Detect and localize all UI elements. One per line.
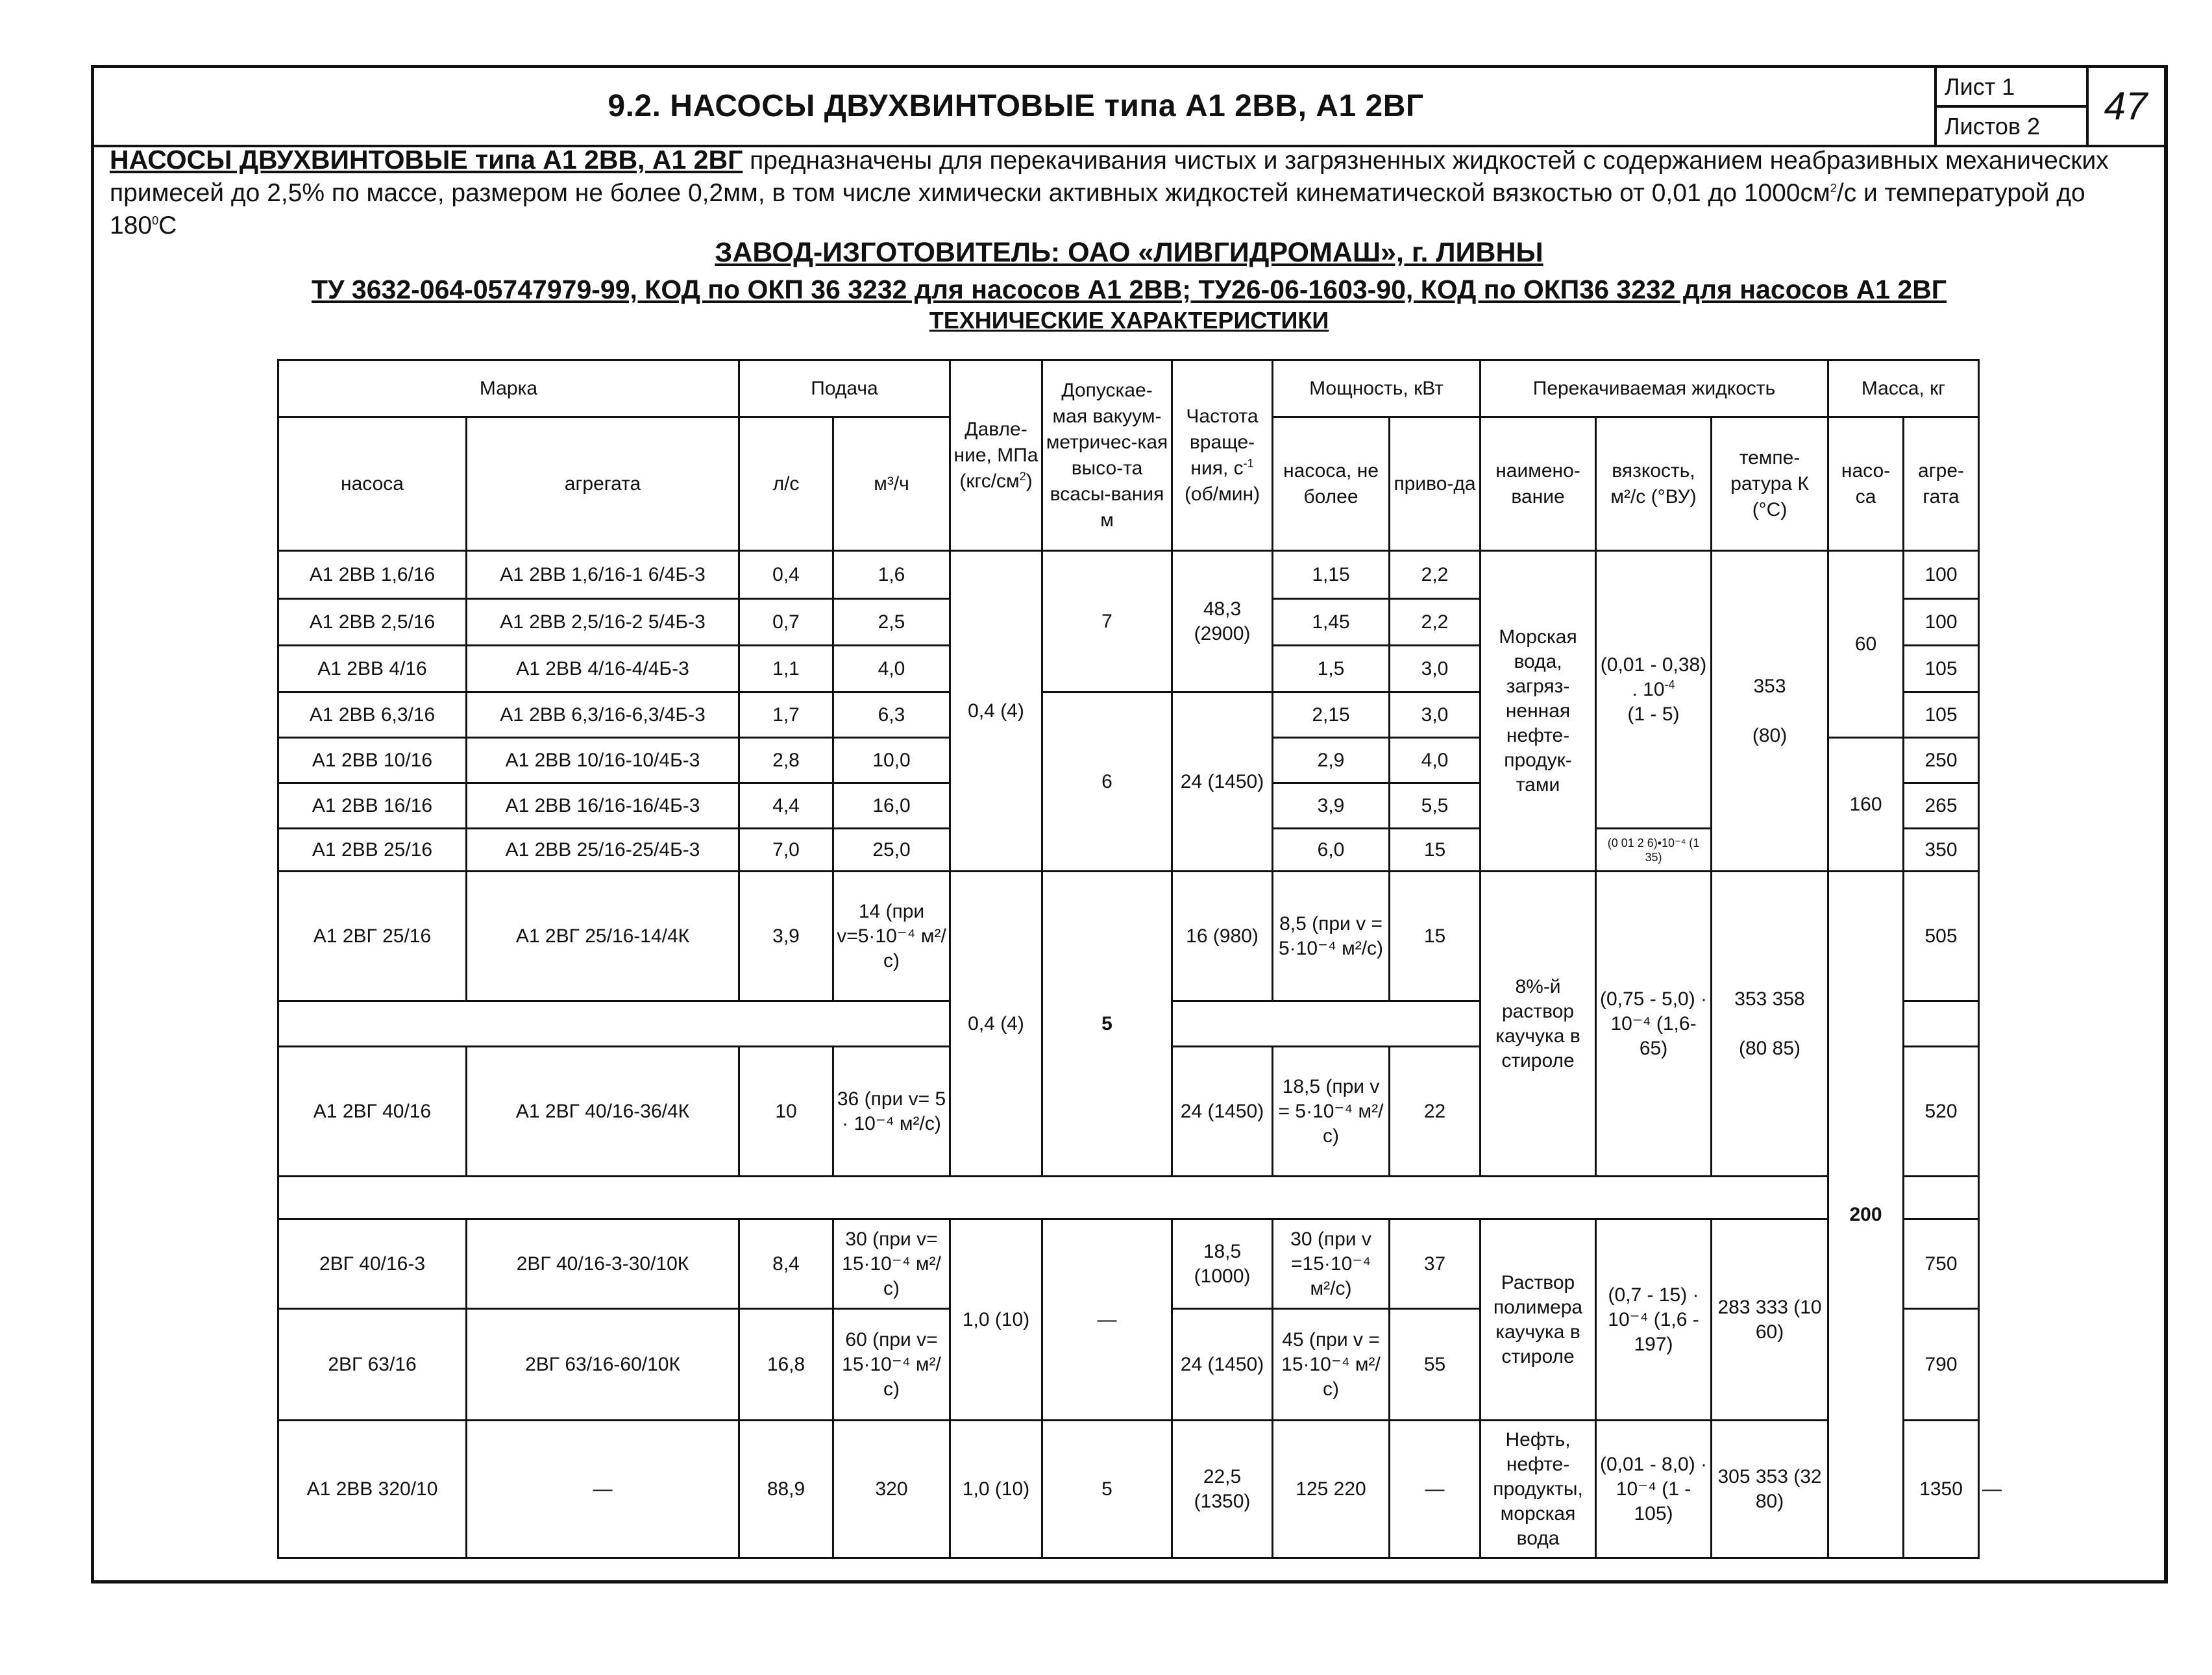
temperature-c: (80 85) (1738, 1037, 1801, 1059)
temperature-k: 353 (1753, 675, 1786, 697)
flow-ls-cell: 0,7 (739, 599, 833, 646)
speed-cell: 24 (1450) (1172, 692, 1273, 872)
temperature-cell: 283 333 (10 60) (1712, 1219, 1828, 1421)
mass-unit-cell: 100 (1904, 551, 1979, 599)
liquid-name-cell: 8%-й раствор каучука в стироле (1481, 872, 1596, 1177)
pump-cell: А1 2ВГ 25/16 (278, 872, 467, 1001)
power-pump-cell: 18,5 (при v = 5·10⁻⁴ м²/с) (1273, 1047, 1390, 1177)
pump-cell: А1 2ВВ 16/16 (278, 783, 467, 829)
flow-ls-cell: 1,1 (739, 646, 833, 692)
flow-m3-cell: 6,3 (833, 692, 950, 738)
power-pump-cell: 6,0 (1273, 829, 1390, 872)
pump-cell: А1 2ВВ 1,6/16 (278, 551, 467, 599)
spec-line: ТУ 3632-064-05747979-99, КОД по ОКП 36 3232 для насосов А1 2ВВ; ТУ26-06-1603-90, КОД по ОКП36 3232 для насосов А1 2ВГ (311, 275, 1947, 304)
unit-cell: А1 2ВВ 4/16-4/4Б-3 (467, 646, 739, 692)
viscosity-vu: (1 - 5) (1627, 703, 1680, 725)
unit-cell: А1 2ВВ 1,6/16-1 6/4Б-3 (467, 551, 739, 599)
flow-ls-cell: 0,4 (739, 551, 833, 599)
speed-cell: 24 (1450) (1172, 1047, 1273, 1177)
flow-m3-cell: 1,6 (833, 551, 950, 599)
power-pump-cell: 125 220 (1273, 1421, 1390, 1558)
header-speed-sup: -1 (1243, 456, 1254, 470)
header-row-1 (278, 360, 1979, 417)
power-drive-cell: 2,2 (1390, 551, 1481, 599)
vacuum-cell: 7 (1042, 551, 1172, 692)
viscosity-cell: (0,75 - 5,0) · 10⁻⁴ (1,6-65) (1596, 872, 1712, 1177)
intro-lead: НАСОСЫ ДВУХВИНТОВЫЕ типа А1 2ВВ, А1 2ВГ (110, 145, 743, 175)
pump-cell: А1 2ВВ 6,3/16 (278, 692, 467, 738)
speed-cell: 18,5 (1000) (1172, 1219, 1273, 1309)
mass-pump-cell: 200 (1828, 872, 1904, 1558)
header-viscosity: вязкость, м²/с (°ВУ) (1596, 417, 1712, 551)
sheets-count-label: Листов 2 (1945, 113, 2040, 140)
page-title: 9.2. НАСОСЫ ДВУХВИНТОВЫЕ типа А1 2ВВ, А1 2ВГ (608, 89, 1424, 123)
unit-cell: А1 2ВВ 25/16-25/4Б-3 (467, 829, 739, 872)
unit-cell: А1 2ВГ 25/16-14/4К (467, 872, 739, 1001)
mass-unit-cell: 750 (1904, 1219, 1979, 1309)
spacer-cell (1904, 1177, 1979, 1219)
vacuum-cell: 5 (1042, 872, 1172, 1177)
temperature-k: 353 358 (1734, 988, 1805, 1010)
manufacturer-line: ЗАВОД-ИЗГОТОВИТЕЛЬ: ОАО «ЛИВГИДРОМАШ», г. ЛИВНЫ (715, 237, 1543, 268)
liquid-name-cell: Морская вода, загряз-ненная нефте-продук-тами (1481, 551, 1596, 872)
viscosity-cell: (0,7 - 15) · 10⁻⁴ (1,6 - 197) (1596, 1219, 1712, 1421)
table-spacer-row (278, 1177, 1979, 1219)
flow-ls-cell: 10 (739, 1047, 833, 1177)
speed-cell: 22,5 (1350) (1172, 1421, 1273, 1558)
unit-cell: — (467, 1421, 739, 1558)
sheet-label: Лист 1 (1937, 68, 2086, 108)
header-podacha: Подача (739, 360, 950, 417)
mass-pump-cell: 60 (1828, 551, 1904, 738)
header-speed (1172, 360, 1273, 551)
intro-paragraph (110, 143, 2154, 242)
header-power-pump: насоса, не более (1273, 417, 1390, 551)
flow-ls-cell: 4,4 (739, 783, 833, 829)
speed-cell: 24 (1450) (1172, 1309, 1273, 1421)
flow-m3-cell: 14 (при v=5·10⁻⁴ м²/с) (833, 872, 950, 1001)
flow-ls-cell: 3,9 (739, 872, 833, 1001)
spacer-cell (1904, 1001, 1979, 1047)
vacuum-cell: — (1042, 1219, 1172, 1421)
header-pressure (950, 360, 1042, 551)
flow-m3-cell: 36 (при v= 5 · 10⁻⁴ м²/с) (833, 1047, 950, 1177)
spacer-cell (1172, 1001, 1481, 1047)
pump-cell: А1 2ВВ 320/10 (278, 1421, 467, 1558)
power-drive-cell: 55 (1390, 1309, 1481, 1421)
sheet-info-box (1934, 68, 2089, 145)
intro-text-b: /с и температурой до 180 (110, 179, 2085, 239)
mass-unit-cell: 520 (1904, 1047, 1979, 1177)
viscosity-cell (1596, 551, 1712, 829)
pressure-cell: 0,4 (4) (950, 551, 1042, 872)
handwritten-page-number: 47 (2104, 84, 2148, 128)
specifications-table (277, 359, 2002, 1559)
power-pump-cell: 2,9 (1273, 738, 1390, 783)
viscosity-cell: (0,01 - 8,0) · 10⁻⁴ (1 - 105) (1596, 1421, 1712, 1558)
power-pump-cell: 8,5 (при v = 5·10⁻⁴ м²/с) (1273, 872, 1390, 1001)
mass-unit-cell: 350 (1904, 829, 1979, 872)
liquid-name-cell: Раствор полимера каучука в стироле (1481, 1219, 1596, 1421)
header-pump: насоса (278, 417, 467, 551)
temperature-cell (1712, 551, 1828, 872)
pump-cell: А1 2ВВ 4/16 (278, 646, 467, 692)
power-drive-cell: 3,0 (1390, 692, 1481, 738)
flow-m3-cell: 60 (при v= 15·10⁻⁴ м²/с) (833, 1309, 950, 1421)
viscosity-value: (0,01 - 0,38) . 10 (1600, 654, 1707, 700)
spacer-cell (278, 1177, 1828, 1219)
header-temperature: темпе-ратура К (°С) (1712, 417, 1828, 551)
flow-m3-cell: 4,0 (833, 646, 950, 692)
power-drive-cell: 3,0 (1390, 646, 1481, 692)
unit-cell: А1 2ВВ 6,3/16-6,3/4Б-3 (467, 692, 739, 738)
temperature-cell (1712, 872, 1828, 1177)
speed-cell: 48,3 (2900) (1172, 551, 1273, 692)
pump-cell: А1 2ВВ 25/16 (278, 829, 467, 872)
temperature-cell: 305 353 (32 80) (1712, 1421, 1828, 1558)
power-pump-cell: 2,15 (1273, 692, 1390, 738)
flow-ls-cell: 7,0 (739, 829, 833, 872)
header-liquid: Перекачиваемая жидкость (1481, 360, 1828, 417)
flow-m3-cell: 30 (при v= 15·10⁻⁴ м²/с) (833, 1219, 950, 1309)
header-pressure-text: Давле-ние, МПа (кгс/см (953, 418, 1038, 492)
intro-text-a: предназначены для перекачивания чистых и загрязненных жидкостей с содержанием неабразивных механических примесей до 2,5% по массе, размером не более 0,2мм, в том числе химически активных жидкостей кинематической вязкостью от 0,01 до 1000см (110, 147, 2109, 207)
vacuum-cell: 6 (1042, 692, 1172, 872)
power-pump-cell: 30 (при v =15·10⁻⁴ м²/с) (1273, 1219, 1390, 1309)
flow-ls-cell: 1,7 (739, 692, 833, 738)
table-row: А1 2ВВ 320/10 — 88,9 320 1,0 (10) 5 22,5 (1350) 125 220 — Нефть, нефте-продукты, морская вода (0,01 - 8,0) · 10⁻⁴ (1 - 105) 305 353 (32 80) 1350 — (278, 1421, 1979, 1558)
flow-ls-cell: 2,8 (739, 738, 833, 783)
header-pressure-end: ) (1026, 470, 1033, 492)
power-drive-cell: 4,0 (1390, 738, 1481, 783)
mass-unit-cell: 105 (1904, 646, 1979, 692)
unit-cell: А1 2ВГ 40/16-36/4К (467, 1047, 739, 1177)
header-power-drive: приво-да (1390, 417, 1481, 551)
header-pressure-sup: 2 (1019, 469, 1026, 483)
power-pump-cell: 1,15 (1273, 551, 1390, 599)
header-marka: Марка (278, 360, 739, 417)
unit-cell: 2ВГ 40/16-3-30/10К (467, 1219, 739, 1309)
vacuum-cell: 5 (1042, 1421, 1172, 1558)
power-pump-cell: 1,5 (1273, 646, 1390, 692)
header-mass-pump: насо-са (1828, 417, 1904, 551)
flow-ls-cell: 8,4 (739, 1219, 833, 1309)
mass-unit-cell: 505 (1904, 872, 1979, 1001)
mass-unit-cell: 790 (1904, 1309, 1979, 1421)
speed-cell: 16 (980) (1172, 872, 1273, 1001)
header-vacuum: Допускае-мая вакуум-метричес-кая высо-та всасы-вания м (1042, 360, 1172, 551)
unit-cell: А1 2ВВ 2,5/16-2 5/4Б-3 (467, 599, 739, 646)
power-drive-cell: 15 (1390, 872, 1481, 1001)
header-mass: Масса, кг (1828, 360, 1979, 417)
flow-m3-cell: 10,0 (833, 738, 950, 783)
pump-cell: А1 2ВВ 10/16 (278, 738, 467, 783)
mass-pump-cell: 1350 (1904, 1421, 1979, 1558)
flow-m3-cell: 2,5 (833, 599, 950, 646)
flow-ls-cell: 88,9 (739, 1421, 833, 1558)
mass-unit-cell: 105 (1904, 692, 1979, 738)
power-pump-cell: 1,45 (1273, 599, 1390, 646)
power-drive-cell: 15 (1390, 829, 1481, 872)
intro-text-c: С (158, 212, 177, 239)
pump-cell: 2ВГ 63/16 (278, 1309, 467, 1421)
power-drive-cell: — (1390, 1421, 1481, 1558)
power-pump-cell: 45 (при v = 15·10⁻⁴ м²/с) (1273, 1309, 1390, 1421)
header-power: Мощность, кВт (1273, 360, 1481, 417)
intro-sup-b: 0 (152, 214, 159, 227)
header-ls: л/с (739, 417, 833, 551)
header-speed-text: Частота враще-ния, с (1186, 405, 1259, 479)
unit-cell: 2ВГ 63/16-60/10К (467, 1309, 739, 1421)
mass-unit-cell: 250 (1904, 738, 1979, 783)
header-m3h: м³/ч (833, 417, 950, 551)
pressure-cell: 1,0 (10) (950, 1219, 1042, 1421)
table-row (278, 551, 1979, 599)
spacer-cell (278, 1001, 950, 1047)
pump-cell: А1 2ВГ 40/16 (278, 1047, 467, 1177)
table-row (278, 1219, 1979, 1309)
pump-cell: 2ВГ 40/16-3 (278, 1219, 467, 1309)
viscosity-exp: -4 (1664, 678, 1675, 691)
flow-ls-cell: 16,8 (739, 1309, 833, 1421)
header-speed-end: (об/мин) (1184, 483, 1260, 505)
power-drive-cell: 5,5 (1390, 783, 1481, 829)
unit-cell: А1 2ВВ 10/16-10/4Б-3 (467, 738, 739, 783)
mass-pump-cell: 160 (1828, 738, 1904, 872)
power-drive-cell: 2,2 (1390, 599, 1481, 646)
pump-cell: А1 2ВВ 2,5/16 (278, 599, 467, 646)
title-block (94, 68, 2164, 147)
liquid-name-cell: Нефть, нефте-продукты, морская вода (1481, 1421, 1596, 1558)
pressure-cell: 1,0 (10) (950, 1421, 1042, 1558)
power-drive-cell: 37 (1390, 1219, 1481, 1309)
viscosity-cell-small: (0 01 2 6)•10⁻⁴ (1 35) (1596, 829, 1712, 872)
pressure-cell: 0,4 (4) (950, 872, 1042, 1177)
intro-sup-a: 2 (1830, 182, 1837, 195)
mass-unit-cell: 265 (1904, 783, 1979, 829)
flow-m3-cell: 320 (833, 1421, 950, 1558)
characteristics-title: ТЕХНИЧЕСКИЕ ХАРАКТЕРИСТИКИ (929, 307, 1329, 334)
flow-m3-cell: 16,0 (833, 783, 950, 829)
table-row (278, 872, 1979, 1001)
document-sheet (91, 65, 2168, 1583)
header-liquid-name: наимено-вание (1481, 417, 1596, 551)
header-unit: агрегата (467, 417, 739, 551)
temperature-c: (80) (1752, 724, 1788, 746)
flow-m3-cell: 25,0 (833, 829, 950, 872)
unit-cell: А1 2ВВ 16/16-16/4Б-3 (467, 783, 739, 829)
power-drive-cell: 22 (1390, 1047, 1481, 1177)
power-pump-cell: 3,9 (1273, 783, 1390, 829)
header-mass-unit: агре-гата (1904, 417, 1979, 551)
mass-unit-cell: 100 (1904, 599, 1979, 646)
